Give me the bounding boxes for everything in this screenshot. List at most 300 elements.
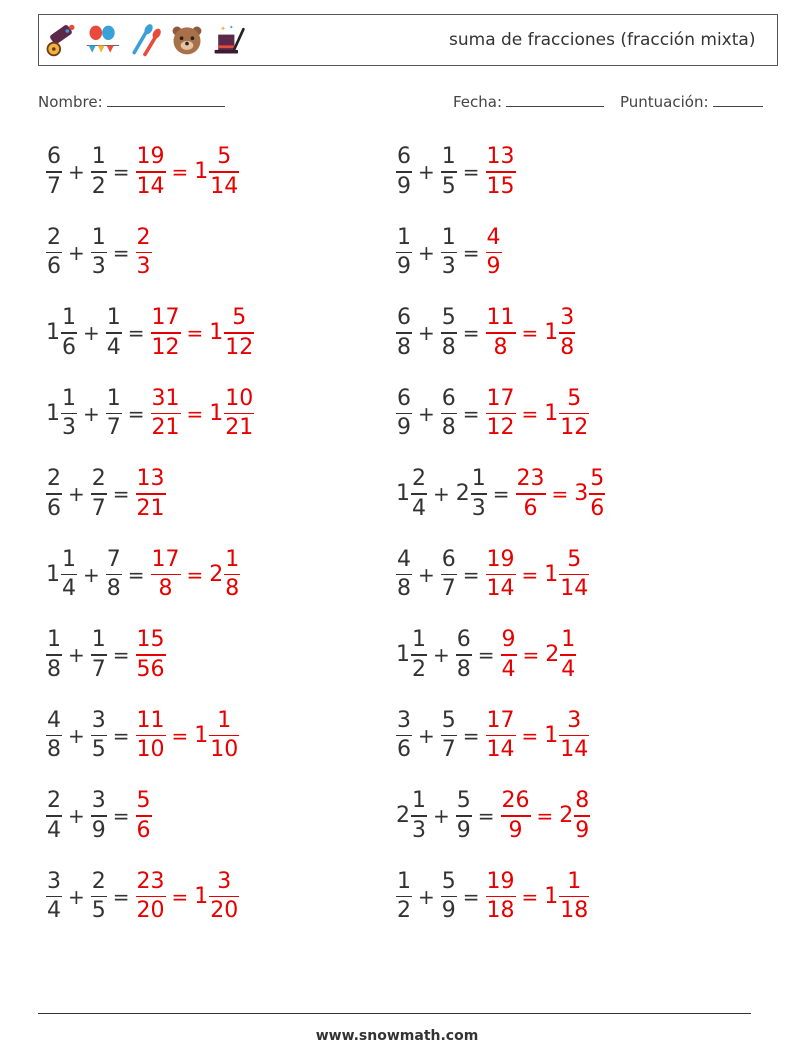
numerator: 19 <box>136 144 165 170</box>
equals-sign: = <box>112 804 130 828</box>
whole-number: 1 <box>46 561 60 587</box>
fraction-stack <box>411 468 427 520</box>
denominator: 6 <box>136 817 151 843</box>
denominator: 8 <box>441 334 456 360</box>
name-label: Nombre: <box>38 93 103 111</box>
denominator: 12 <box>486 415 515 441</box>
fraction <box>456 629 472 681</box>
fraction <box>136 707 166 763</box>
fraction <box>396 385 412 441</box>
fraction-stack <box>486 146 516 198</box>
numerator: 6 <box>456 627 471 653</box>
fraction-stack <box>396 385 412 441</box>
problem-item <box>46 464 166 524</box>
plus-sign: + <box>68 643 85 667</box>
numerator: 3 <box>47 868 61 894</box>
fraction <box>151 546 181 602</box>
plus-sign: + <box>68 240 85 265</box>
fraction <box>441 307 457 359</box>
fraction <box>106 385 122 441</box>
fraction-stack <box>209 868 239 924</box>
denominator: 3 <box>412 817 426 843</box>
bear-icon <box>169 20 205 60</box>
fraction-stack <box>396 707 412 763</box>
denominator: 3 <box>441 254 456 280</box>
numerator: 1 <box>91 224 106 250</box>
fraction-stack <box>46 629 62 681</box>
numerator: 11 <box>136 707 165 733</box>
denominator: 6 <box>47 495 61 521</box>
denominator: 4 <box>47 817 61 843</box>
numerator: 13 <box>136 466 165 492</box>
fraction-stack <box>46 224 62 280</box>
numerator: 5 <box>567 385 582 411</box>
fraction <box>486 707 516 763</box>
plus-sign: + <box>433 482 450 506</box>
numerator: 3 <box>217 868 232 894</box>
denominator: 7 <box>441 737 456 763</box>
denominator: 7 <box>47 173 61 199</box>
fraction <box>46 790 62 842</box>
denominator: 8 <box>456 656 471 682</box>
fraction <box>574 468 605 520</box>
equals-sign: = <box>112 160 130 184</box>
fraction-stack <box>151 385 181 441</box>
denominator: 9 <box>441 898 456 924</box>
plus-sign: + <box>83 562 100 587</box>
fraction <box>441 546 457 602</box>
plus-sign: + <box>433 643 450 667</box>
plus-sign: + <box>418 401 435 426</box>
whole-number: 1 <box>194 883 209 909</box>
fraction <box>396 468 427 520</box>
numerator: 1 <box>471 466 486 492</box>
plus-sign: + <box>68 160 85 184</box>
footer-url: www.snowmath.com <box>315 1028 479 1044</box>
numerator: 3 <box>397 707 411 733</box>
denominator: 12 <box>225 334 254 360</box>
problem-item <box>396 464 605 524</box>
fraction <box>46 307 77 359</box>
fraction <box>441 146 457 198</box>
plus-sign: + <box>418 160 435 184</box>
whole-number: 2 <box>545 642 560 667</box>
whole-number: 1 <box>209 400 224 426</box>
fraction-stack <box>486 868 516 924</box>
whole-number: 1 <box>544 320 559 345</box>
denominator: 8 <box>106 576 121 602</box>
equals-sign: = <box>112 643 130 667</box>
fraction-stack <box>486 385 516 441</box>
denominator: 4 <box>106 334 121 360</box>
fraction-stack <box>136 224 152 280</box>
fraction <box>46 868 62 924</box>
fraction-stack <box>46 146 62 198</box>
whole-number: 1 <box>544 883 559 909</box>
numerator: 2 <box>47 224 61 250</box>
denominator: 8 <box>47 656 61 682</box>
score-blank[interactable] <box>713 92 763 107</box>
whole-number: 1 <box>194 722 209 748</box>
denominator: 14 <box>560 576 589 602</box>
whole-number: 3 <box>574 481 589 506</box>
fraction <box>91 468 107 520</box>
fraction <box>136 146 166 198</box>
numerator: 13 <box>486 144 515 170</box>
fraction <box>136 868 166 924</box>
numerator: 4 <box>397 546 411 572</box>
problem-item <box>46 706 239 766</box>
whole-number: 1 <box>209 320 224 345</box>
fraction <box>544 385 589 441</box>
whole-number: 1 <box>396 481 410 506</box>
fraction-stack <box>559 546 589 602</box>
denominator: 56 <box>136 656 165 682</box>
fraction <box>136 629 166 681</box>
fraction <box>486 546 516 602</box>
fraction-stack <box>456 790 472 842</box>
fraction <box>544 546 589 602</box>
numerator: 17 <box>486 385 515 411</box>
problem-item <box>46 384 254 444</box>
fraction-stack <box>411 629 427 681</box>
juggling-clubs-icon <box>127 20 163 60</box>
fraction <box>151 385 181 441</box>
denominator: 3 <box>471 495 486 521</box>
fraction-stack <box>441 546 457 602</box>
denominator: 6 <box>590 495 605 521</box>
fraction-stack <box>441 707 457 763</box>
numerator: 19 <box>486 868 515 894</box>
problem-item <box>396 625 576 685</box>
fraction-stack <box>224 546 240 602</box>
fraction-stack <box>136 629 166 681</box>
numerator: 1 <box>106 385 121 411</box>
fraction <box>136 790 152 842</box>
numerator: 23 <box>516 466 545 492</box>
numerator: 1 <box>397 868 411 894</box>
whole-number: 2 <box>455 481 470 506</box>
fraction-stack <box>91 707 107 763</box>
equals-sign: = <box>462 160 480 184</box>
denominator: 15 <box>486 173 515 199</box>
denominator: 4 <box>62 576 76 602</box>
fraction-stack <box>396 546 412 602</box>
fraction-stack <box>46 790 62 842</box>
numerator: 10 <box>225 385 254 411</box>
fraction-stack <box>501 629 517 681</box>
fraction-stack <box>46 868 62 924</box>
fraction-stack <box>471 468 487 520</box>
denominator: 9 <box>456 817 471 843</box>
score-field <box>620 92 763 111</box>
equals-sign: = <box>492 482 510 506</box>
denominator: 21 <box>225 415 254 441</box>
numerator: 2 <box>136 224 151 250</box>
magic-hat-icon <box>211 20 247 60</box>
numerator: 5 <box>441 305 456 331</box>
problem-item <box>46 303 254 363</box>
equals-sign: = <box>462 321 480 345</box>
plus-sign: + <box>68 804 85 828</box>
fraction <box>46 385 77 441</box>
denominator: 9 <box>508 817 523 843</box>
problem-item <box>46 223 152 283</box>
name-blank[interactable] <box>107 92 225 107</box>
numerator: 11 <box>486 305 515 331</box>
numerator: 1 <box>561 627 576 653</box>
denominator: 6 <box>47 254 61 280</box>
denominator: 9 <box>397 415 411 441</box>
problem-item <box>46 142 239 202</box>
numerator: 1 <box>106 305 121 331</box>
equals-sign: = <box>521 562 539 587</box>
fraction-stack <box>486 307 516 359</box>
plus-sign: + <box>68 482 85 506</box>
denominator: 18 <box>486 898 515 924</box>
numerator: 23 <box>136 868 165 894</box>
denominator: 4 <box>501 656 516 682</box>
fraction-stack <box>396 868 412 924</box>
numerator: 5 <box>441 707 456 733</box>
equals-sign: = <box>477 804 495 828</box>
fraction-stack <box>516 468 546 520</box>
header-icons <box>43 20 247 60</box>
fraction <box>441 385 457 441</box>
fraction-stack <box>486 224 502 280</box>
fraction-stack <box>396 146 412 198</box>
fraction-stack <box>136 790 152 842</box>
numerator: 5 <box>217 144 232 170</box>
numerator: 1 <box>62 305 76 331</box>
equals-sign: = <box>551 482 569 506</box>
equals-sign: = <box>112 884 130 909</box>
equals-sign: = <box>477 643 495 667</box>
fraction <box>396 224 412 280</box>
fraction-stack <box>574 790 590 842</box>
fraction <box>46 224 62 280</box>
fraction <box>194 868 239 924</box>
numerator: 9 <box>501 627 516 653</box>
denominator: 7 <box>91 495 106 521</box>
numerator: 3 <box>567 707 582 733</box>
fraction <box>209 385 254 441</box>
equals-sign: = <box>186 562 204 587</box>
denominator: 7 <box>441 576 456 602</box>
fraction <box>46 146 62 198</box>
fraction <box>441 868 457 924</box>
fraction-stack <box>209 707 239 763</box>
equals-sign: = <box>112 240 130 265</box>
fraction <box>559 790 590 842</box>
plus-sign: + <box>418 240 435 265</box>
fraction <box>486 307 516 359</box>
numerator: 17 <box>486 707 515 733</box>
denominator: 21 <box>136 495 165 521</box>
fraction-stack <box>441 307 457 359</box>
denominator: 6 <box>397 737 411 763</box>
whole-number: 1 <box>46 400 60 426</box>
denominator: 7 <box>91 656 106 682</box>
whole-number: 1 <box>46 320 60 345</box>
denominator: 8 <box>560 334 575 360</box>
denominator: 3 <box>91 254 106 280</box>
denominator: 9 <box>486 254 501 280</box>
fraction <box>46 468 62 520</box>
fraction <box>136 468 166 520</box>
fraction <box>91 707 107 763</box>
numerator: 1 <box>412 627 426 653</box>
denominator: 3 <box>136 254 151 280</box>
fraction-stack <box>396 307 412 359</box>
equals-sign: = <box>171 884 189 909</box>
equals-sign: = <box>521 321 539 345</box>
denominator: 7 <box>106 415 121 441</box>
fraction <box>46 707 62 763</box>
denominator: 12 <box>560 415 589 441</box>
fraction-stack <box>151 546 181 602</box>
numerator: 17 <box>151 546 180 572</box>
date-blank[interactable] <box>506 92 604 107</box>
equals-sign: = <box>127 562 145 587</box>
cannon-icon <box>43 20 79 60</box>
numerator: 15 <box>136 627 165 653</box>
fraction <box>91 629 107 681</box>
fraction-stack <box>224 307 254 359</box>
fraction-stack <box>209 146 239 198</box>
fraction <box>106 546 122 602</box>
fraction-stack <box>61 307 77 359</box>
numerator: 6 <box>47 144 61 170</box>
fraction <box>456 468 487 520</box>
fraction-stack <box>106 307 122 359</box>
whole-number: 2 <box>209 561 224 587</box>
fraction-stack <box>559 385 589 441</box>
denominator: 9 <box>91 817 106 843</box>
fraction <box>396 707 412 763</box>
denominator: 20 <box>136 898 165 924</box>
fraction <box>91 224 107 280</box>
denominator: 21 <box>151 415 180 441</box>
denominator: 8 <box>397 576 411 602</box>
equals-sign: = <box>462 401 480 426</box>
denominator: 2 <box>412 656 426 682</box>
equals-sign: = <box>462 240 480 265</box>
fraction <box>209 307 254 359</box>
equals-sign: = <box>462 884 480 909</box>
denominator: 9 <box>397 254 411 280</box>
numerator: 4 <box>486 224 501 250</box>
worksheet-title: suma de fracciones (fracción mixta) <box>449 30 756 50</box>
denominator: 4 <box>561 656 576 682</box>
fraction-stack <box>151 307 181 359</box>
numerator: 1 <box>225 546 240 572</box>
worksheet-header <box>38 14 778 66</box>
fraction-stack <box>501 790 531 842</box>
fraction <box>501 629 517 681</box>
plus-sign: + <box>418 723 435 748</box>
numerator: 7 <box>106 546 121 572</box>
fraction <box>501 790 531 842</box>
numerator: 2 <box>91 868 106 894</box>
numerator: 3 <box>91 707 106 733</box>
denominator: 18 <box>560 898 589 924</box>
fraction-stack <box>91 790 107 842</box>
fraction-stack <box>456 629 472 681</box>
problem-item <box>396 142 516 202</box>
numerator: 5 <box>441 868 456 894</box>
fraction <box>486 385 516 441</box>
fraction-stack <box>559 868 589 924</box>
fraction-stack <box>46 468 62 520</box>
fraction <box>106 307 122 359</box>
fraction <box>136 224 152 280</box>
denominator: 9 <box>397 173 411 199</box>
fraction <box>46 629 62 681</box>
fraction-stack <box>441 224 457 280</box>
equals-sign: = <box>462 723 480 748</box>
equals-sign: = <box>171 723 189 748</box>
plus-sign: + <box>83 321 100 345</box>
numerator: 2 <box>47 788 61 814</box>
fraction <box>194 707 239 763</box>
equals-sign: = <box>536 804 554 828</box>
numerator: 1 <box>91 144 106 170</box>
fraction <box>91 790 107 842</box>
equals-sign: = <box>521 884 539 909</box>
fraction-stack <box>589 468 605 520</box>
whole-number: 1 <box>544 400 559 426</box>
numerator: 1 <box>91 627 106 653</box>
numerator: 6 <box>441 546 456 572</box>
numerator: 26 <box>501 788 530 814</box>
numerator: 6 <box>397 144 411 170</box>
denominator: 8 <box>397 334 411 360</box>
problem-item <box>396 706 589 766</box>
denominator: 14 <box>486 737 515 763</box>
numerator: 1 <box>441 224 456 250</box>
denominator: 10 <box>210 737 239 763</box>
fraction-stack <box>91 629 107 681</box>
whole-number: 1 <box>544 722 559 748</box>
problem-item <box>46 867 239 927</box>
fraction <box>486 868 516 924</box>
denominator: 14 <box>210 173 239 199</box>
date-field <box>453 92 604 111</box>
problem-item <box>396 867 589 927</box>
numerator: 6 <box>397 305 411 331</box>
fraction-stack <box>136 868 166 924</box>
fraction-stack <box>559 307 575 359</box>
fraction <box>396 307 412 359</box>
equals-sign: = <box>186 401 204 426</box>
footer-divider <box>38 1013 751 1014</box>
plus-sign: + <box>433 804 450 828</box>
plus-sign: + <box>418 562 435 587</box>
whole-number: 2 <box>396 803 410 828</box>
numerator: 6 <box>397 385 411 411</box>
plus-sign: + <box>68 723 85 748</box>
fraction-stack <box>224 385 254 441</box>
plus-sign: + <box>68 884 85 909</box>
equals-sign: = <box>112 482 130 506</box>
numerator: 1 <box>397 224 411 250</box>
svg-text:✦: ✦ <box>220 24 227 33</box>
denominator: 4 <box>412 495 426 521</box>
denominator: 8 <box>225 576 240 602</box>
fraction-stack <box>91 146 107 198</box>
fraction-stack <box>396 224 412 280</box>
